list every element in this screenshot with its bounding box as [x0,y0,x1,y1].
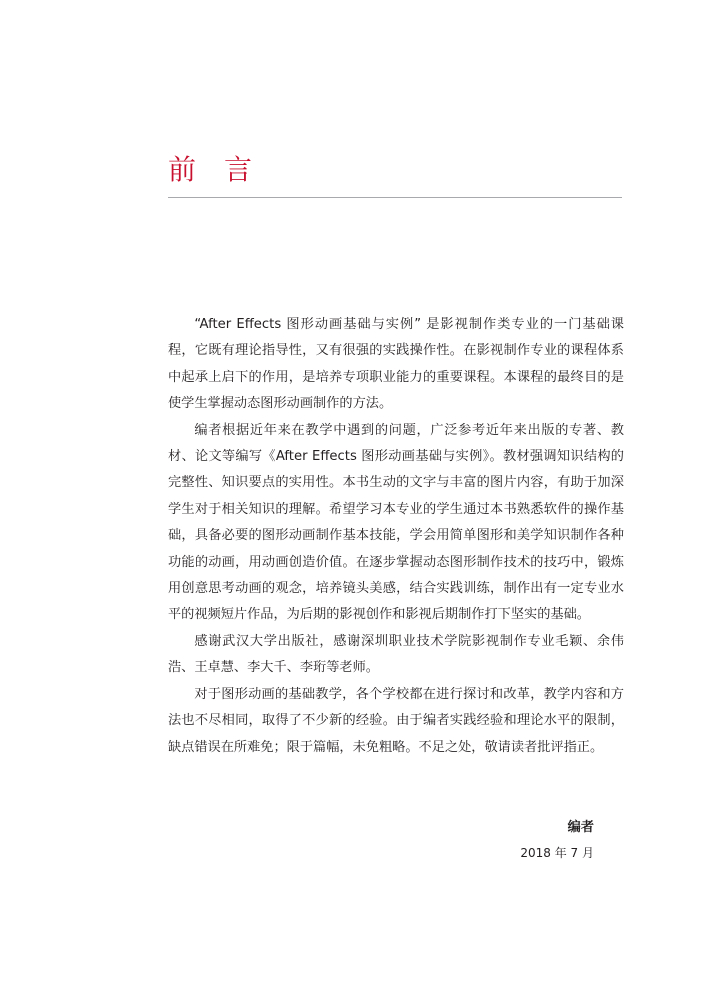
preface-body [168,312,624,761]
title-divider [168,197,622,198]
author-signature: 编者 [567,820,594,835]
preface-paragraph: 感谢武汉大学出版社，感谢深圳职业技术学院影视制作专业毛颖、余伟浩、王卓慧、李大千、李珩等老师。 [168,633,624,676]
preface-paragraph: 编者根据近年来在教学中遇到的问题，广泛参考近年来出版的专著、教材、论文等编写《After Effects 图形动画基础与实例》。教材强调知识结构的完整性、知识要点的实用性。本书生动的文字与丰富的图片内容，有助于加深学生对于相关知识的理解。希望学习本专业的学生通过本书熟悉软件的操作基础，具备必要的图形动画制作基本技能，学会用简单图形和美学知识制作各种功能的动画，用动画创造价值。在逐步掌握动态图形制作技术的技巧中，锻炼用创意思考动画的观念，培养镜头美感，结合实践训练，制作出有一定专业水平的视频短片作品，为后期的影视创作和影视后期制作打下坚实的基础。 [168,422,624,623]
preface-paragraph: “After Effects 图形动画基础与实例” 是影视制作类专业的一门基础课程，它既有理论指导性，又有很强的实践操作性。在影视制作专业的课程体系中起承上启下的作用，是培养专项职业能力的重要课程。本课程的最终目的是使学生掌握动态图形动画制作的方法。 [168,317,624,412]
preface-date: 2018 年 7 月 [520,846,594,860]
page-title: 前 言 [168,153,253,186]
preface-paragraph: 对于图形动画的基础教学，各个学校都在进行探讨和改革，教学内容和方法也不尽相同，取得了不少新的经验。由于编者实践经验和理论水平的限制，缺点错误在所难免；限于篇幅，未免粗略。不足之处，敬请读者批评指正。 [168,686,624,755]
